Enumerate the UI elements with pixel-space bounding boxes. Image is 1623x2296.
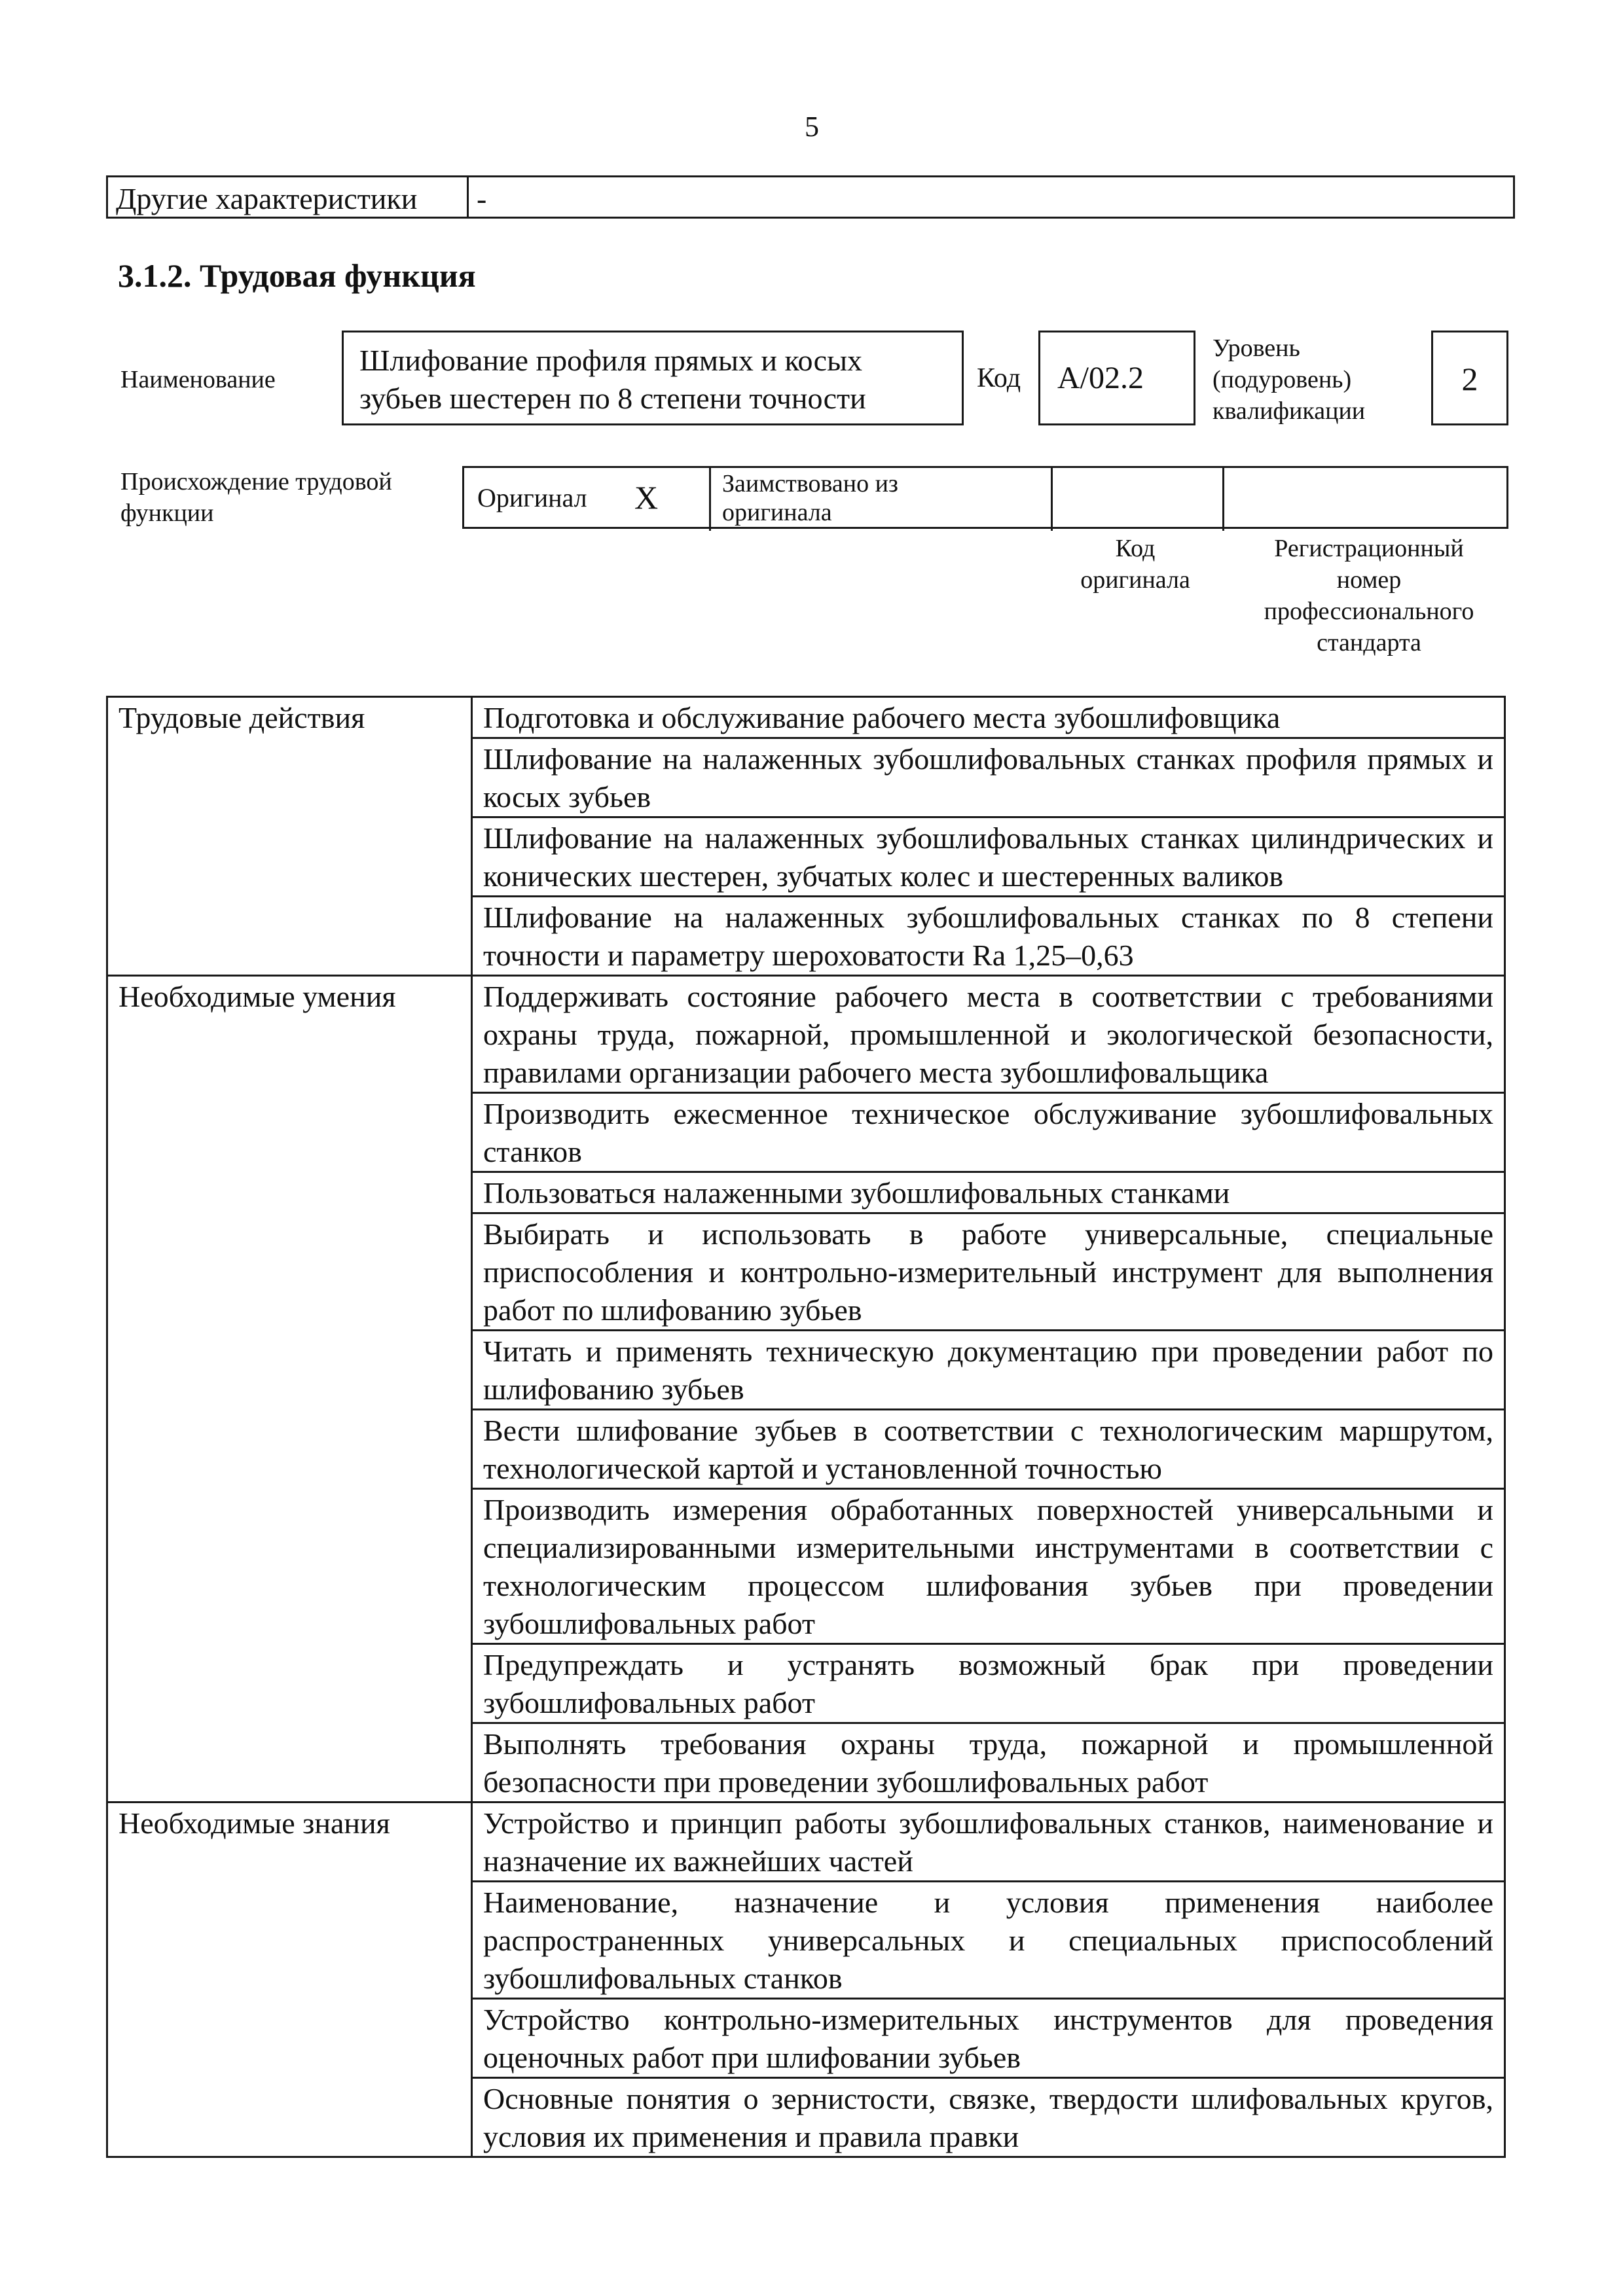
code-original-caption-line1: Код <box>1115 535 1156 562</box>
borrowed-label <box>722 469 898 527</box>
borrowed-label-line1: Заимствовано из <box>722 470 898 497</box>
list-item: Производить измерения обработанных поверхностей универсальными и специализированными измерительными инструментами в соответствии с технологическим процессом шлифования зубьев при проведении зубошлифовальных работ <box>472 1489 1505 1644</box>
code-value: А/02.2 <box>1057 361 1144 395</box>
category-required-skills: Необходимые умения <box>107 976 472 1803</box>
reg-number-caption-line1: Регистрационный <box>1274 535 1464 562</box>
list-item: Устройство и принцип работы зубошлифовальных станков, наименование и назначение их важнейших частей <box>472 1803 1505 1882</box>
list-item: Поддерживать состояние рабочего места в соответствии с требованиями охраны труда, пожарной, промышленной и экологической безопасности, правилами организации рабочего места зубошлифовальщика <box>472 976 1505 1093</box>
list-item: Пользоваться налаженными зубошлифовальных станками <box>472 1172 1505 1213</box>
origin-label-line1: Происхождение трудовой <box>120 468 392 495</box>
level-value: 2 <box>1461 361 1478 397</box>
borrowed-label-line2: оригинала <box>722 499 832 526</box>
level-value-box <box>1431 331 1508 425</box>
name-label: Наименование <box>120 366 276 393</box>
level-label-line1: Уровень <box>1213 334 1300 362</box>
other-characteristics-label: Другие характеристики <box>107 177 468 218</box>
origin-label <box>120 466 392 529</box>
labor-function-table <box>106 696 1506 2158</box>
list-item: Производить ежесменное техническое обслуживание зубошлифовальных станков <box>472 1093 1505 1172</box>
list-item: Читать и применять техническую документацию при проведении работ по шлифованию зубьев <box>472 1331 1505 1410</box>
reg-number-caption-line3: профессионального <box>1264 598 1474 625</box>
other-characteristics-table <box>106 175 1515 219</box>
code-original-caption-line2: оригинала <box>1080 566 1190 594</box>
origin-table <box>462 466 1508 529</box>
function-name-box <box>342 331 964 425</box>
category-required-knowledge: Необходимые знания <box>107 1803 472 2157</box>
list-item: Шлифование на налаженных зубошлифовальных станках профиля прямых и косых зубьев <box>472 738 1505 817</box>
section-title: 3.1.2. Трудовая функция <box>118 257 476 294</box>
list-item: Подготовка и обслуживание рабочего места зубошлифовщика <box>472 697 1505 738</box>
list-item: Устройство контрольно-измерительных инструментов для проведения оценочных работ при шлифовании зубьев <box>472 1999 1505 2078</box>
origin-label-line2: функции <box>120 499 214 527</box>
reg-number-caption-line2: номер <box>1336 566 1402 594</box>
code-box <box>1038 331 1195 425</box>
category-labor-actions: Трудовые действия <box>107 697 472 976</box>
original-label: Оригинал <box>477 483 587 512</box>
other-characteristics-value: - <box>468 177 1514 218</box>
level-label-line3: квалификации <box>1213 397 1366 425</box>
table-row <box>107 976 1505 1093</box>
original-mark: X <box>634 479 659 516</box>
list-item: Основные понятия о зернистости, связке, твердости шлифовальных кругов, условия их применения и правила правки <box>472 2078 1505 2157</box>
list-item: Выполнять требования охраны труда, пожарной и промышленной безопасности при проведении зубошлифовальных работ <box>472 1723 1505 1803</box>
page-number: 5 <box>805 111 819 143</box>
list-item: Выбирать и использовать в работе универсальные, специальные приспособления и контрольно-измерительный инструмент для выполнения работ по шлифованию зубьев <box>472 1213 1505 1331</box>
function-name-line1: Шлифование профиля прямых и косых <box>359 344 863 377</box>
list-item: Шлифование на налаженных зубошлифовальных станках цилиндрических и конических шестерен, зубчатых колес и шестеренных валиков <box>472 817 1505 897</box>
level-label-line2: (подуровень) <box>1213 366 1352 393</box>
function-name-line2: зубьев шестерен по 8 степени точности <box>359 382 866 415</box>
list-item: Вести шлифование зубьев в соответствии с технологическим маршрутом, технологической картой и установленной точностью <box>472 1410 1505 1489</box>
list-item: Наименование, назначение и условия применения наиболее распространенных универсальных и специальных приспособлений зубошлифовальных станков <box>472 1882 1505 1999</box>
table-row <box>107 697 1505 738</box>
code-original-caption <box>1050 533 1220 596</box>
list-item: Предупреждать и устранять возможный брак при проведении зубошлифовальных работ <box>472 1644 1505 1723</box>
reg-number-caption <box>1228 533 1510 658</box>
reg-number-caption-line4: стандарта <box>1317 629 1421 656</box>
table-row <box>107 1803 1505 1882</box>
code-label: Код <box>977 363 1021 393</box>
level-label <box>1213 332 1365 427</box>
list-item: Шлифование на налаженных зубошлифовальных станках по 8 степени точности и параметру шероховатости Ra 1,25–0,63 <box>472 897 1505 976</box>
